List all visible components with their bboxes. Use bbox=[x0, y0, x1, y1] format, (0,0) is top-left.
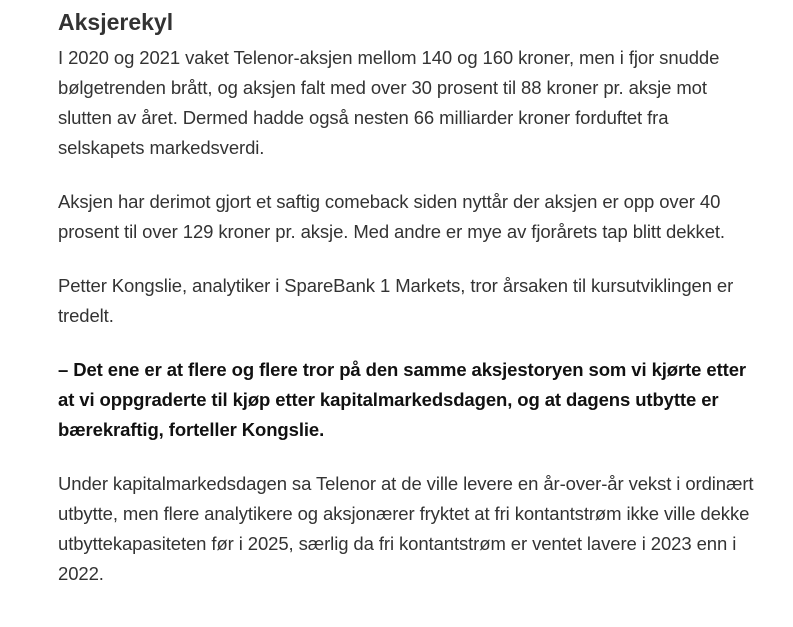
paragraph-stock-history: I 2020 og 2021 vaket Telenor-aksjen mellom 140 og 160 kroner, men i fjor snudde bølgetrenden brått, og aksjen falt med over 30 prosent til 88 kroner pr. aksje mot slutten av året. Dermed hadde også nesten 66 milliarder kroner forduftet fra selskapets markedsverdi. bbox=[58, 47, 720, 158]
article-body bbox=[58, 6, 758, 613]
paragraph-capital-markets-day: Under kapitalmarkedsdagen sa Telenor at de ville levere en år-over-år vekst i ordinært utbytte, men flere analytikere og aksjonærer fryktet at fri kontantstrøm ikke ville dekke utbyttekapasiteten før i 2025, særlig da fri kontantstrøm er ventet lavere i 2023 enn i 2022. bbox=[58, 473, 754, 584]
paragraph-comeback: Aksjen har derimot gjort et saftig comeback siden nyttår der aksjen er opp over 40 prosent til over 129 kroner pr. aksje. Med andre er mye av fjorårets tap blitt dekket. bbox=[58, 191, 725, 242]
paragraph-analyst-intro: Petter Kongslie, analytiker i SpareBank 1 Markets, tror årsaken til kursutviklingen er tredelt. bbox=[58, 275, 734, 326]
section-heading: Aksjerekyl bbox=[58, 9, 174, 35]
paragraph-analyst-quote: – Det ene er at flere og flere tror på den samme aksjestoryen som vi kjørte etter at vi oppgraderte til kjøp etter kapitalmarkedsdagen, og at dagens utbytte er bærekraftig, forteller Kongslie. bbox=[58, 359, 746, 440]
